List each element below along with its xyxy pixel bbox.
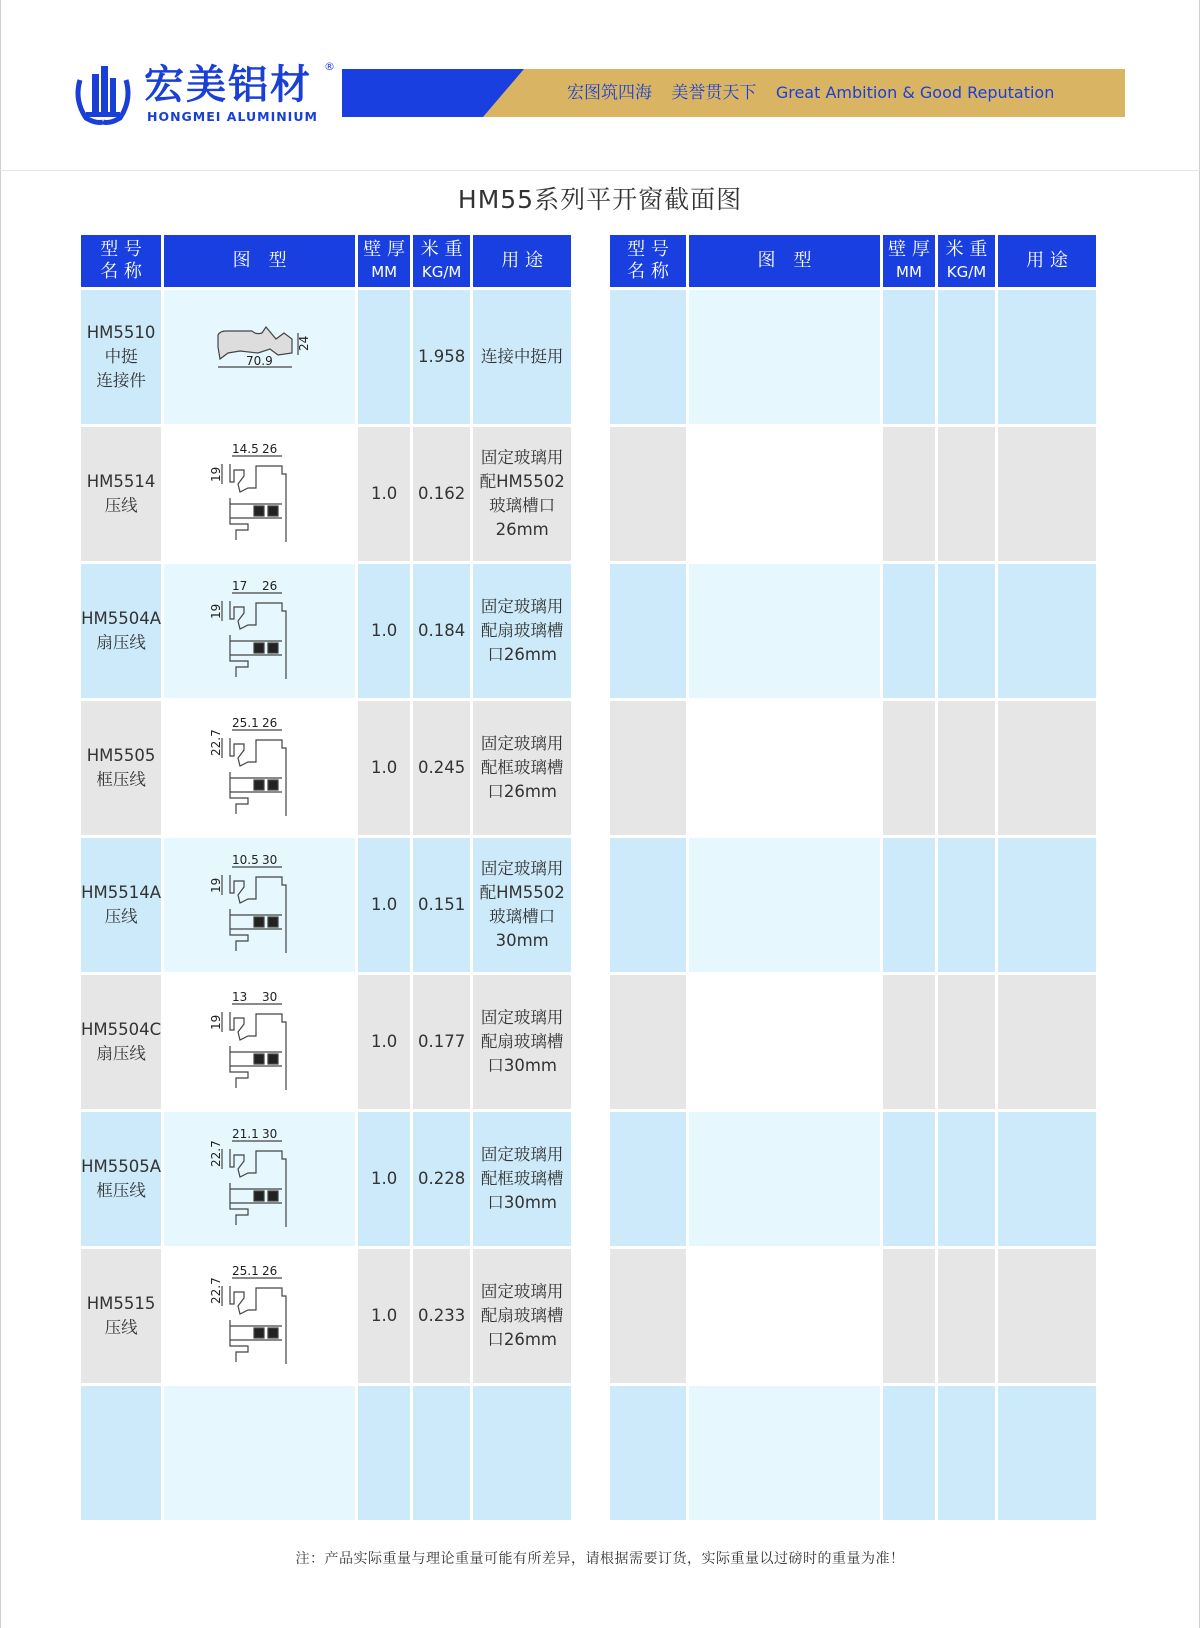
profile-drawing xyxy=(200,305,320,409)
weight-cell xyxy=(938,427,995,561)
model-code: HM5514A xyxy=(81,883,162,902)
header-usage: 用 途 xyxy=(998,235,1096,287)
model-code: HM5505A xyxy=(81,1157,162,1176)
drawing-cell xyxy=(164,290,355,424)
thickness-cell: 1.0 xyxy=(358,427,410,561)
usage-text: 30mm xyxy=(495,931,549,950)
thickness-cell xyxy=(883,290,935,424)
model-cell xyxy=(610,701,686,835)
model-cell xyxy=(610,838,686,972)
usage-text: 配框玻璃槽 xyxy=(480,758,564,777)
usage-text: 配扇玻璃槽 xyxy=(480,1306,564,1325)
thickness-cell xyxy=(883,1386,935,1520)
dimension-label: 24 xyxy=(296,335,311,351)
model-name: 框压线 xyxy=(96,1181,146,1200)
table-row xyxy=(81,564,571,698)
usage-text: 口26mm xyxy=(487,782,557,801)
usage-cell xyxy=(998,1249,1096,1383)
header-model: 型 号 名 称 xyxy=(81,235,161,287)
usage-text: 固定玻璃用 xyxy=(480,859,564,878)
drawing-cell xyxy=(164,427,355,561)
thickness-cell: 1.0 xyxy=(358,564,410,698)
usage-text: 配HM5502 xyxy=(479,883,565,902)
header-weight: 米 重 KG/M xyxy=(413,235,470,287)
dimension-label: 25.1 xyxy=(231,1264,259,1278)
profile-drawing xyxy=(200,1264,320,1368)
usage-text: 固定玻璃用 xyxy=(480,1145,564,1164)
usage-text: 固定玻璃用 xyxy=(480,1008,564,1027)
profile-drawing xyxy=(200,442,320,546)
table-row xyxy=(610,838,1096,972)
model-cell xyxy=(610,1249,686,1383)
weight-cell xyxy=(938,975,995,1109)
logo-emblem-icon xyxy=(72,60,134,126)
profile-drawing xyxy=(200,853,320,957)
dimension-label: 13 xyxy=(231,990,247,1004)
model-cell xyxy=(610,564,686,698)
usage-text: 固定玻璃用 xyxy=(480,597,564,616)
model-name: 框压线 xyxy=(96,770,146,789)
model-cell xyxy=(610,975,686,1109)
drawing-cell xyxy=(164,1249,355,1383)
header-usage: 用 途 xyxy=(473,235,571,287)
weight-cell: 0.177 xyxy=(413,975,470,1109)
model-name: 中挺 xyxy=(104,347,138,366)
brand-logo xyxy=(72,60,342,130)
model-cell xyxy=(81,975,161,1109)
dimension-label: 25.1 xyxy=(231,716,259,730)
weight-cell: 0.151 xyxy=(413,838,470,972)
usage-text: 固定玻璃用 xyxy=(480,1282,564,1301)
dimension-label: 10.5 xyxy=(231,853,259,867)
model-code: HM5504C xyxy=(81,1020,162,1039)
dimension-label: 26 xyxy=(261,442,277,456)
model-code: HM5505 xyxy=(86,746,156,765)
usage-cell xyxy=(473,1249,571,1383)
thickness-cell xyxy=(883,838,935,972)
usage-text: 口30mm xyxy=(487,1056,557,1075)
dimension-label: 26 xyxy=(261,716,277,730)
dimension-label: 26 xyxy=(261,579,277,593)
profile-drawing xyxy=(200,579,320,683)
usage-cell xyxy=(473,975,571,1109)
weight-cell: 0.162 xyxy=(413,427,470,561)
dimension-label: 30 xyxy=(261,853,277,867)
dimension-label: 22.7 xyxy=(208,729,223,756)
usage-cell xyxy=(998,290,1096,424)
usage-cell xyxy=(998,838,1096,972)
table-row xyxy=(81,290,571,424)
usage-text: 配扇玻璃槽 xyxy=(480,621,564,640)
weight-cell xyxy=(938,1112,995,1246)
drawing-cell xyxy=(689,1249,880,1383)
dimension-label: 19 xyxy=(208,603,223,619)
brand-name-cn: 宏美铝材 xyxy=(144,62,312,108)
brand-name-en: HONGMEI ALUMINIUM xyxy=(147,109,318,124)
table-row xyxy=(610,564,1096,698)
dimension-label: 19 xyxy=(208,1014,223,1030)
model-code: HM5515 xyxy=(86,1294,156,1313)
usage-text: 口30mm xyxy=(487,1193,557,1212)
table-header-row xyxy=(610,235,1096,287)
model-cell xyxy=(610,1386,686,1520)
thickness-cell: 1.0 xyxy=(358,975,410,1109)
dimension-label: 70.9 xyxy=(245,354,273,368)
usage-text: 玻璃槽口 xyxy=(489,907,556,926)
model-name: 扇压线 xyxy=(96,633,146,652)
profile-drawing xyxy=(200,990,320,1094)
weight-cell xyxy=(413,1386,470,1520)
weight-cell xyxy=(938,1386,995,1520)
thickness-cell xyxy=(358,1386,410,1520)
drawing-cell xyxy=(689,1386,880,1520)
table-row xyxy=(610,1249,1096,1383)
slogan-en: Great Ambition & Good Reputation xyxy=(775,83,1055,102)
weight-cell: 0.245 xyxy=(413,701,470,835)
usage-cell xyxy=(998,427,1096,561)
model-cell xyxy=(81,427,161,561)
thickness-cell xyxy=(883,975,935,1109)
model-name: 压线 xyxy=(104,496,138,515)
table-row xyxy=(610,1112,1096,1246)
drawing-cell xyxy=(164,701,355,835)
model-name: 连接件 xyxy=(96,371,146,390)
drawing-cell xyxy=(689,564,880,698)
usage-cell xyxy=(473,564,571,698)
usage-cell xyxy=(473,290,571,424)
footnote: 注：产品实际重量与理论重量可能有所差异，请根据需要订货，实际重量以过磅时的重量为准！ xyxy=(295,1551,905,1567)
header-thickness: 壁 厚 MM xyxy=(883,235,935,287)
model-cell xyxy=(610,427,686,561)
dimension-label: 14.5 xyxy=(231,442,259,456)
table-row xyxy=(610,1386,1096,1520)
dimension-label: 22.7 xyxy=(208,1140,223,1167)
thickness-cell xyxy=(358,290,410,424)
usage-text: 连接中挺用 xyxy=(480,347,564,366)
usage-cell xyxy=(998,701,1096,835)
drawing-cell xyxy=(689,1112,880,1246)
usage-text: 口26mm xyxy=(487,645,557,664)
thickness-cell xyxy=(883,701,935,835)
header-model: 型 号 名 称 xyxy=(610,235,686,287)
slogan-cn-1: 宏图筑四海 xyxy=(567,83,652,103)
drawing-cell xyxy=(164,1112,355,1246)
weight-cell xyxy=(938,838,995,972)
usage-text: 配扇玻璃槽 xyxy=(480,1032,564,1051)
model-cell xyxy=(610,1112,686,1246)
model-cell xyxy=(81,701,161,835)
slogan-cn-2: 美誉贯天下 xyxy=(671,83,757,103)
header-drawing: 图 型 xyxy=(164,235,355,287)
drawing-cell xyxy=(689,701,880,835)
dimension-label: 21.1 xyxy=(231,1127,259,1141)
model-code: HM5514 xyxy=(86,472,156,491)
table-row xyxy=(81,1386,571,1520)
model-cell xyxy=(81,290,161,424)
thickness-cell: 1.0 xyxy=(358,701,410,835)
model-cell xyxy=(81,838,161,972)
thickness-cell xyxy=(883,427,935,561)
profile-table-right xyxy=(607,232,1099,1523)
profile-drawing xyxy=(200,716,320,820)
thickness-cell: 1.0 xyxy=(358,838,410,972)
model-code: HM5504A xyxy=(81,609,162,628)
header-thickness: 壁 厚 MM xyxy=(358,235,410,287)
drawing-cell xyxy=(164,1386,355,1520)
usage-text: 固定玻璃用 xyxy=(480,734,564,753)
usage-text: 玻璃槽口 xyxy=(489,496,556,515)
weight-cell: 0.184 xyxy=(413,564,470,698)
model-cell xyxy=(81,1112,161,1246)
usage-text: 配框玻璃槽 xyxy=(480,1169,564,1188)
table-row xyxy=(81,427,571,561)
table-row xyxy=(81,1249,571,1383)
table-row xyxy=(610,427,1096,561)
slogan-banner xyxy=(342,69,1125,117)
usage-cell xyxy=(998,1386,1096,1520)
weight-cell xyxy=(938,564,995,698)
usage-cell xyxy=(998,564,1096,698)
table-row xyxy=(610,701,1096,835)
model-name: 压线 xyxy=(104,907,138,926)
weight-cell: 1.958 xyxy=(413,290,470,424)
model-name: 压线 xyxy=(104,1318,138,1337)
usage-cell xyxy=(473,1386,571,1520)
thickness-cell xyxy=(883,1112,935,1246)
usage-text: 口26mm xyxy=(487,1330,557,1349)
dimension-label: 19 xyxy=(208,466,223,482)
drawing-cell xyxy=(689,975,880,1109)
dimension-label: 30 xyxy=(261,1127,277,1141)
dimension-label: 19 xyxy=(208,877,223,893)
model-cell xyxy=(81,564,161,698)
profile-drawing xyxy=(200,1127,320,1231)
drawing-cell xyxy=(689,427,880,561)
header-drawing: 图 型 xyxy=(689,235,880,287)
weight-cell xyxy=(938,290,995,424)
weight-cell: 0.233 xyxy=(413,1249,470,1383)
usage-text: 26mm xyxy=(495,520,549,539)
model-cell xyxy=(81,1386,161,1520)
weight-cell: 0.228 xyxy=(413,1112,470,1246)
table-row xyxy=(81,701,571,835)
usage-cell xyxy=(473,427,571,561)
table-row xyxy=(81,1112,571,1246)
thickness-cell: 1.0 xyxy=(358,1112,410,1246)
usage-cell xyxy=(473,701,571,835)
model-cell xyxy=(81,1249,161,1383)
drawing-cell xyxy=(164,564,355,698)
table-row xyxy=(610,975,1096,1109)
thickness-cell xyxy=(883,564,935,698)
weight-cell xyxy=(938,1249,995,1383)
drawing-cell xyxy=(164,975,355,1109)
dimension-label: 22.7 xyxy=(208,1277,223,1304)
profile-table-left xyxy=(78,232,574,1523)
dimension-label: 26 xyxy=(261,1264,277,1278)
table-header-row xyxy=(81,235,571,287)
registered-mark: ® xyxy=(324,60,335,73)
drawing-cell xyxy=(164,838,355,972)
usage-text: 固定玻璃用 xyxy=(480,448,564,467)
usage-cell xyxy=(998,975,1096,1109)
usage-cell xyxy=(473,838,571,972)
table-row xyxy=(610,290,1096,424)
page-title: HM55系列平开窗截面图 xyxy=(457,185,743,214)
drawing-cell xyxy=(689,838,880,972)
model-cell xyxy=(610,290,686,424)
header-divider xyxy=(0,170,1200,171)
usage-cell xyxy=(473,1112,571,1246)
dimension-label: 17 xyxy=(231,579,247,593)
dimension-label: 30 xyxy=(261,990,277,1004)
model-code: HM5510 xyxy=(86,323,156,342)
usage-cell xyxy=(998,1112,1096,1246)
slogan xyxy=(567,69,1068,117)
usage-text: 配HM5502 xyxy=(479,472,565,491)
thickness-cell: 1.0 xyxy=(358,1249,410,1383)
thickness-cell xyxy=(883,1249,935,1383)
weight-cell xyxy=(938,701,995,835)
header-weight: 米 重 KG/M xyxy=(938,235,995,287)
model-name: 扇压线 xyxy=(96,1044,146,1063)
table-row xyxy=(81,975,571,1109)
drawing-cell xyxy=(689,290,880,424)
table-row xyxy=(81,838,571,972)
